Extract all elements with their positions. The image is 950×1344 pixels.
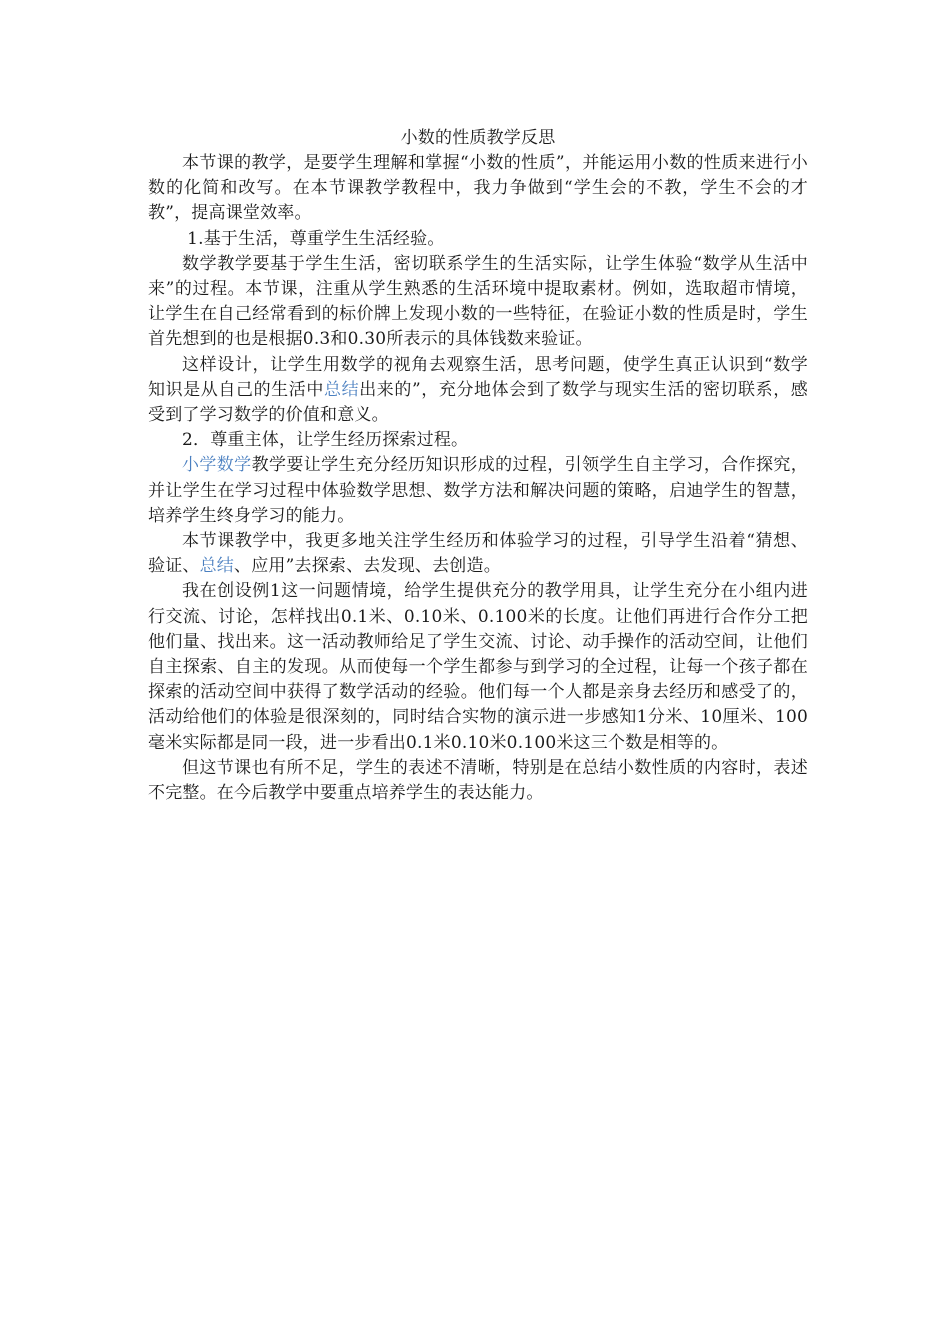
paragraph-intro: 本节课的教学，是要学生理解和掌握“小数的性质”，并能运用小数的性质来进行小数的化简和改写。在本节课教学教程中，我力争做到“学生会的不教，学生不会的才教”，提高课堂效率。 (148, 153, 808, 224)
paragraph-shortcomings: 但这节课也有所不足，学生的表述不清晰，特别是在总结小数性质的内容时，表述不完整。在今后教学中要重点培养学生的表达能力。 (148, 757, 808, 804)
section-heading-2: 2．尊重主体，让学生经历探索过程。 (182, 430, 469, 451)
paragraph-lesson-focus-text-2: 、应用”去探索、去发现、去创造。 (234, 556, 501, 577)
paragraph-design-text-2: 出来的”，充分地体会到了数学与现实生活的密切联系，感受到了学习数学的价值和意义。 (148, 379, 809, 426)
document-title: 小数的性质教学反思 (400, 128, 556, 148)
paragraph-primary-math (148, 453, 808, 529)
document-body (148, 126, 808, 806)
paragraph-primary-math-text: 教学要让学生充分经历知识形成的过程，引领学生自主学习，合作探究，并让学生在学习过程中体验数学思想、数学方法和解决问题的策略，启迪学生的智慧，培养学生终身学习的能力。 (148, 455, 808, 526)
paragraph-example-activity: 我在创设例1这一问题情境，给学生提供充分的教学用具，让学生充分在小组内进行交流、讨论，怎样找出0.1米、0.10米、0.100米的长度。让他们再进行合作分工把他们量、找出来。这一活动教师给足了学生交流、讨论、动手操作的活动空间，让他们自主探索、自主的发现。从而使每一个学生都参与到学习的全过程，让每一个孩子都在探索的活动空间中获得了数学活动的经验。他们每一个人都是亲身去经历和感受了的，活动给他们的体验是很深刻的，同时结合实物的演示进一步感知1分米、10厘米、100毫米实际都是同一段，进一步看出0.1米0.10米0.100米这三个数是相等的。 (148, 581, 808, 753)
paragraph-design (148, 353, 808, 429)
paragraph-design-text-1: 这样设计，让学生用数学的视角去观察生活，思考问题，使学生真正认识到“数学知识是从自己的生活中 (148, 354, 808, 400)
paragraph-life-experience: 数学教学要基于学生生活，密切联系学生的生活实际，让学生体验“数学从生活中来”的过程。本节课，注重从学生熟悉的生活环境中提取素材。例如，选取超市情境，让学生在自己经常看到的标价牌上发现小数的一些特征，在验证小数的性质是时，学生首先想到的也是根据0.3和0.30所表示的具体钱数来验证。 (148, 253, 808, 350)
summary-link-2[interactable]: 总结 (199, 556, 235, 577)
primary-math-link[interactable]: 小学数学 (182, 455, 252, 476)
section-heading-1: 1.基于生活，尊重学生生活经验。 (187, 228, 445, 249)
summary-link[interactable]: 总结 (323, 379, 360, 400)
paragraph-lesson-focus (148, 529, 808, 579)
paragraph-lesson-focus-text-1: 本节课教学中，我更多地关注学生经历和体验学习的过程，引导学生沿着“猜想、验证、 (148, 531, 808, 577)
